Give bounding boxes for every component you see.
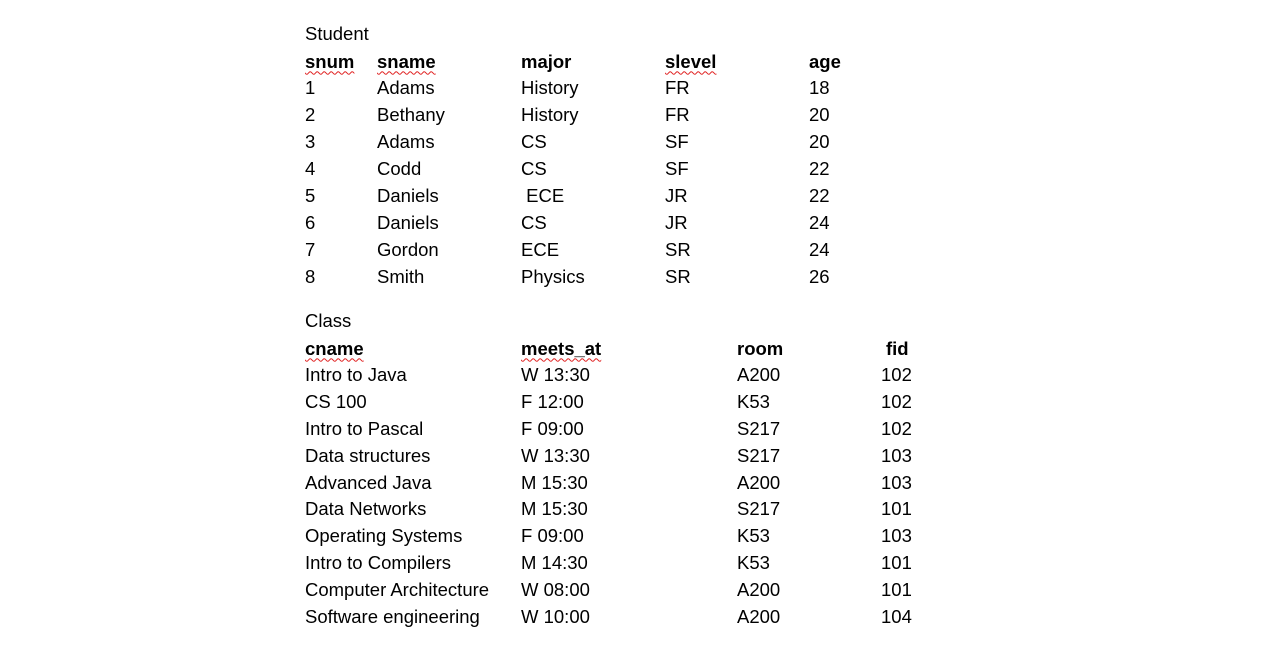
cell-meets_at: W 08:00 xyxy=(521,578,590,600)
cell-cname: Operating Systems xyxy=(305,525,463,547)
cell-room: S217 xyxy=(737,444,781,466)
cell-wrapper xyxy=(305,442,430,469)
cell-wrapper xyxy=(881,576,912,603)
cell-wrapper xyxy=(305,74,315,101)
cell-wrapper xyxy=(881,361,912,388)
cell-fid: 101 xyxy=(881,551,912,573)
cell-wrapper xyxy=(881,522,912,549)
cell-wrapper xyxy=(305,522,462,549)
cell-major: ECE xyxy=(521,238,560,260)
cell-sname: Daniels xyxy=(377,211,439,233)
cell-cname: Intro to Java xyxy=(305,364,407,386)
cell-wrapper xyxy=(665,182,688,209)
cell-room: A200 xyxy=(737,578,781,600)
cell-wrapper xyxy=(521,442,590,469)
cell-wrapper xyxy=(521,74,579,101)
cell-wrapper xyxy=(737,495,780,522)
cell-meets_at: F 09:00 xyxy=(521,525,584,547)
cell-meets_at: F 09:00 xyxy=(521,417,584,439)
cell-wrapper xyxy=(305,263,315,290)
cell-wrapper xyxy=(665,101,690,128)
cell-slevel: FR xyxy=(665,104,690,126)
class-table-title: Class xyxy=(305,310,352,331)
cell-wrapper xyxy=(881,415,912,442)
cell-wrapper xyxy=(881,549,912,576)
cell-wrapper xyxy=(305,182,315,209)
cell-age: 26 xyxy=(809,265,830,287)
cell-wrapper xyxy=(737,361,780,388)
cell-wrapper xyxy=(305,155,315,182)
cell-wrapper xyxy=(809,155,830,182)
cell-wrapper xyxy=(665,128,689,155)
cell-room: S217 xyxy=(737,498,781,520)
cell-wrapper xyxy=(305,48,354,75)
cell-wrapper xyxy=(665,263,691,290)
cell-snum: 7 xyxy=(305,238,316,260)
cell-slevel: SF xyxy=(665,131,689,153)
cell-age: 24 xyxy=(809,211,830,233)
cell-wrapper xyxy=(521,236,559,263)
cell-major: CS xyxy=(521,131,547,153)
cell-cname: Intro to Pascal xyxy=(305,417,424,439)
cell-wrapper xyxy=(737,335,783,362)
cell-major: History xyxy=(521,77,579,99)
cell-wrapper xyxy=(665,155,689,182)
cell-room: A200 xyxy=(737,471,781,493)
cell-wrapper xyxy=(809,48,841,75)
cell-wrapper xyxy=(665,236,691,263)
cell-fid: 103 xyxy=(881,471,912,493)
cell-snum: 2 xyxy=(305,104,316,126)
cell-wrapper xyxy=(521,155,547,182)
cell-wrapper xyxy=(809,209,830,236)
cell-meets_at: W 13:30 xyxy=(521,364,590,386)
column-header-snum: snum xyxy=(305,50,355,72)
cell-wrapper xyxy=(521,522,584,549)
cell-wrapper xyxy=(521,48,571,75)
cell-wrapper xyxy=(377,48,436,75)
cell-wrapper xyxy=(737,415,780,442)
cell-wrapper xyxy=(521,263,585,290)
cell-room: S217 xyxy=(737,417,781,439)
cell-wrapper xyxy=(521,182,564,209)
cell-wrapper xyxy=(377,182,439,209)
cell-room: K53 xyxy=(737,525,770,547)
cell-major: ECE xyxy=(521,185,565,206)
cell-fid: 102 xyxy=(881,391,912,413)
cell-wrapper xyxy=(377,74,435,101)
column-header-cname: cname xyxy=(305,337,364,359)
cell-fid: 102 xyxy=(881,417,912,439)
cell-wrapper xyxy=(809,101,830,128)
cell-room: K53 xyxy=(737,551,770,573)
cell-wrapper xyxy=(305,576,489,603)
cell-wrapper xyxy=(881,495,912,522)
cell-major: History xyxy=(521,104,579,126)
cell-sname: Adams xyxy=(377,77,435,99)
cell-age: 24 xyxy=(809,238,830,260)
cell-sname: Codd xyxy=(377,158,422,180)
cell-wrapper xyxy=(305,209,315,236)
cell-wrapper xyxy=(737,469,780,496)
cell-wrapper xyxy=(377,128,435,155)
cell-slevel: SF xyxy=(665,158,689,180)
cell-wrapper xyxy=(521,415,584,442)
cell-cname: Software engineering xyxy=(305,605,480,627)
cell-wrapper xyxy=(881,469,912,496)
cell-room: A200 xyxy=(737,605,781,627)
cell-wrapper xyxy=(737,522,770,549)
cell-meets_at: W 10:00 xyxy=(521,605,590,627)
cell-slevel: FR xyxy=(665,77,690,99)
cell-wrapper xyxy=(521,128,547,155)
cell-fid: 101 xyxy=(881,578,912,600)
column-header-meets_at: meets_at xyxy=(521,337,602,359)
cell-age: 18 xyxy=(809,77,830,99)
column-header-slevel: slevel xyxy=(665,50,717,72)
cell-age: 22 xyxy=(809,158,830,180)
cell-cname: Data Networks xyxy=(305,498,427,520)
student-table-title: Student xyxy=(305,23,369,44)
cell-snum: 5 xyxy=(305,185,316,206)
cell-wrapper xyxy=(305,469,432,496)
cell-wrapper xyxy=(305,101,315,128)
cell-wrapper xyxy=(521,469,588,496)
column-header-room: room xyxy=(737,337,784,359)
cell-wrapper xyxy=(809,74,830,101)
cell-cname: Data structures xyxy=(305,444,431,466)
column-header-age: age xyxy=(809,50,841,72)
cell-wrapper xyxy=(521,101,579,128)
cell-wrapper xyxy=(809,236,830,263)
cell-room: K53 xyxy=(737,391,770,413)
column-header-fid: fid xyxy=(886,337,909,359)
cell-major: CS xyxy=(521,158,547,180)
cell-wrapper xyxy=(737,603,780,630)
cell-major: CS xyxy=(521,211,547,233)
cell-wrapper xyxy=(737,442,780,469)
cell-wrapper xyxy=(305,415,423,442)
cell-slevel: JR xyxy=(665,211,688,233)
cell-sname: Adams xyxy=(377,131,435,153)
cell-wrapper xyxy=(377,209,439,236)
cell-wrapper xyxy=(521,549,588,576)
cell-major: Physics xyxy=(521,265,585,287)
cell-slevel: JR xyxy=(665,185,688,206)
cell-wrapper xyxy=(737,549,770,576)
cell-wrapper xyxy=(305,495,426,522)
cell-wrapper xyxy=(377,101,445,128)
cell-meets_at: M 14:30 xyxy=(521,551,588,573)
cell-snum: 4 xyxy=(305,158,316,180)
cell-wrapper xyxy=(305,388,367,415)
cell-wrapper xyxy=(377,236,439,263)
cell-slevel: SR xyxy=(665,238,691,260)
cell-meets_at: M 15:30 xyxy=(521,471,588,493)
cell-wrapper xyxy=(305,335,364,362)
cell-cname: Computer Architecture xyxy=(305,578,490,600)
cell-cname: Advanced Java xyxy=(305,471,432,493)
cell-wrapper xyxy=(881,388,912,415)
cell-wrapper xyxy=(737,388,770,415)
cell-snum: 1 xyxy=(305,77,316,99)
cell-age: 20 xyxy=(809,104,830,126)
cell-wrapper xyxy=(305,128,315,155)
cell-sname: Smith xyxy=(377,265,425,287)
cell-wrapper xyxy=(665,209,688,236)
cell-snum: 3 xyxy=(305,131,316,153)
cell-sname: Bethany xyxy=(377,104,445,126)
cell-snum: 6 xyxy=(305,211,316,233)
cell-wrapper xyxy=(809,263,830,290)
cell-sname: Daniels xyxy=(377,185,439,206)
cell-fid: 101 xyxy=(881,498,912,520)
cell-wrapper xyxy=(521,361,590,388)
column-header-sname: sname xyxy=(377,50,436,72)
cell-sname: Gordon xyxy=(377,238,439,260)
cell-fid: 103 xyxy=(881,525,912,547)
cell-wrapper xyxy=(377,155,421,182)
cell-wrapper xyxy=(521,335,601,362)
cell-wrapper xyxy=(665,48,716,75)
cell-wrapper xyxy=(809,182,830,209)
cell-meets_at: W 13:30 xyxy=(521,444,590,466)
cell-meets_at: F 12:00 xyxy=(521,391,584,413)
cell-wrapper xyxy=(881,442,912,469)
cell-snum: 8 xyxy=(305,265,316,287)
cell-wrapper xyxy=(881,603,912,630)
cell-age: 20 xyxy=(809,131,830,153)
cell-cname: CS 100 xyxy=(305,391,367,413)
cell-wrapper xyxy=(377,263,424,290)
cell-wrapper xyxy=(665,74,690,101)
cell-wrapper xyxy=(521,388,584,415)
cell-fid: 102 xyxy=(881,364,912,386)
cell-wrapper xyxy=(305,236,315,263)
cell-wrapper xyxy=(737,576,780,603)
cell-wrapper xyxy=(305,361,407,388)
cell-cname: Intro to Compilers xyxy=(305,551,451,573)
cell-room: A200 xyxy=(737,364,781,386)
cell-wrapper xyxy=(886,335,909,362)
column-header-major: major xyxy=(521,50,572,72)
cell-wrapper xyxy=(521,576,590,603)
cell-slevel: SR xyxy=(665,265,691,287)
cell-wrapper xyxy=(521,495,588,522)
cell-fid: 103 xyxy=(881,444,912,466)
cell-fid: 104 xyxy=(881,605,912,627)
cell-age: 22 xyxy=(809,185,830,206)
cell-wrapper xyxy=(305,603,480,630)
cell-meets_at: M 15:30 xyxy=(521,498,588,520)
cell-wrapper xyxy=(809,128,830,155)
cell-wrapper xyxy=(305,549,451,576)
cell-wrapper xyxy=(521,209,547,236)
cell-wrapper xyxy=(521,603,590,630)
